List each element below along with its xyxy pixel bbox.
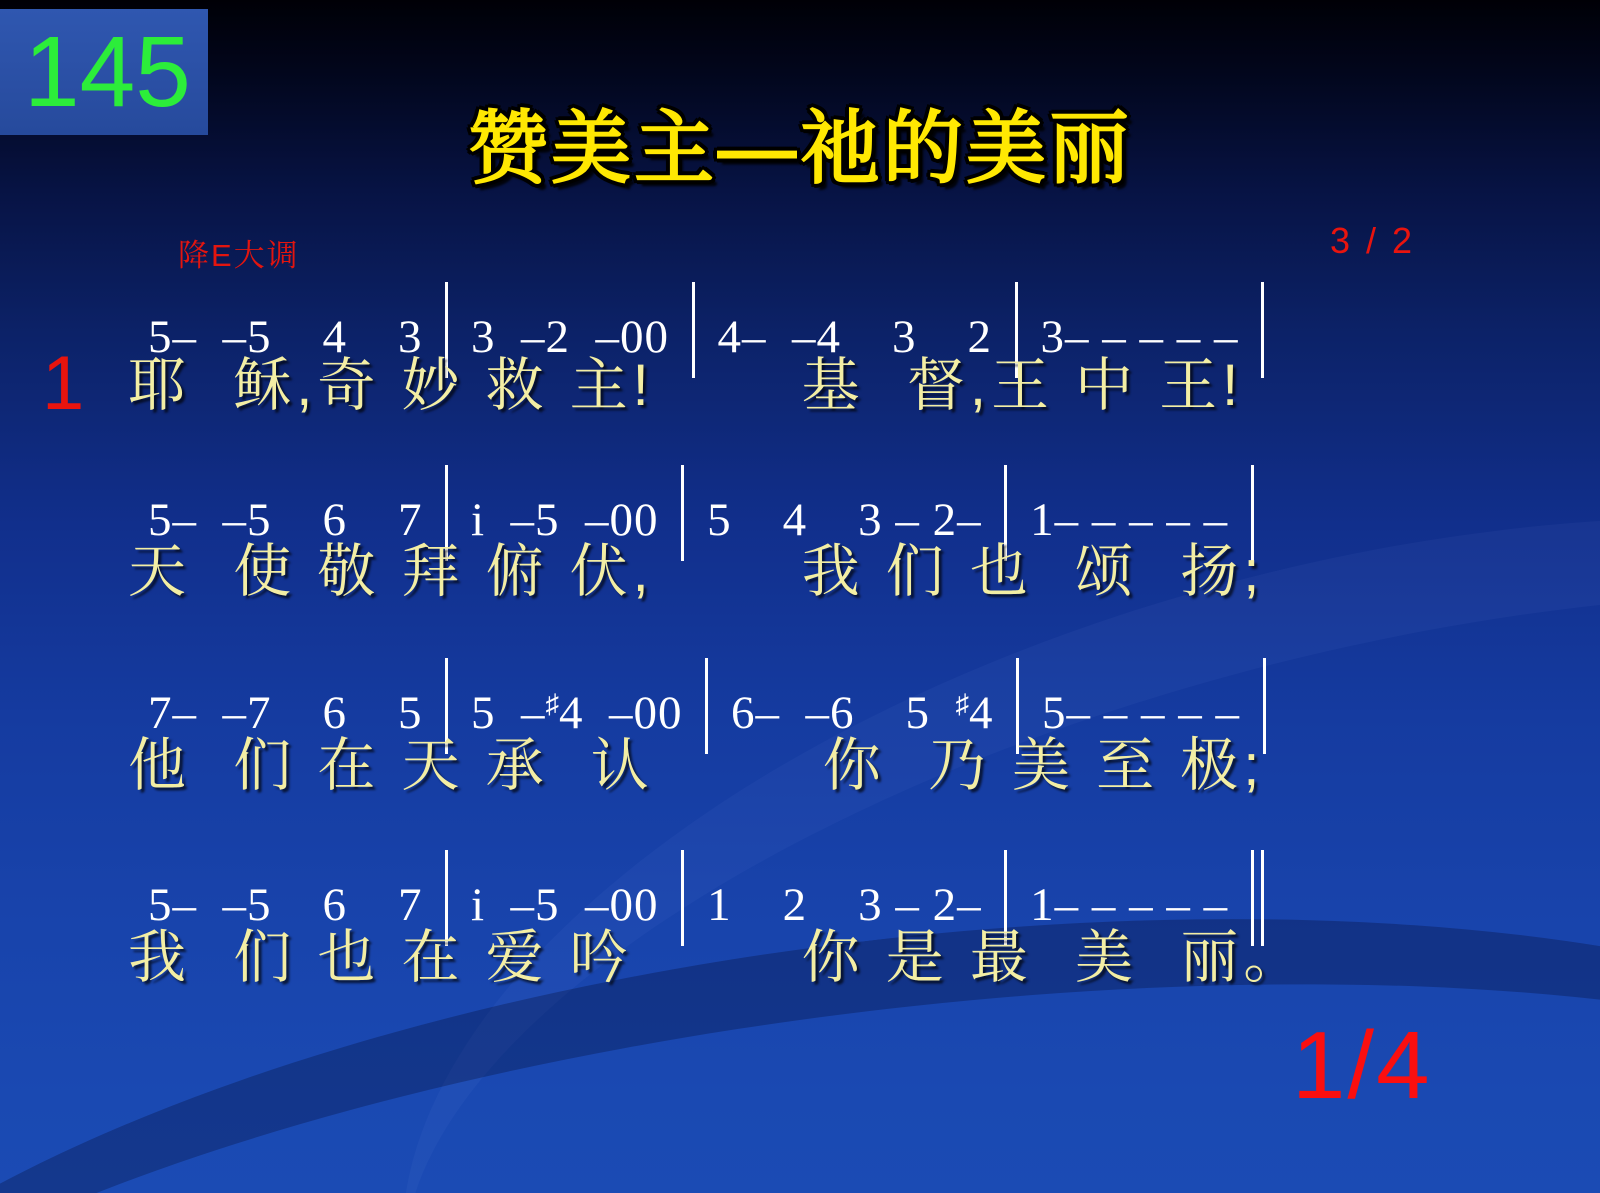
lyrics-line-4: 我 们 也 在 爱 吟 你 是 最 美 丽。: [128, 925, 1307, 990]
lyrics-line-3: 他 们 在 天 承 认 你 乃 美 至 极;: [128, 733, 1265, 798]
hymn-number: 145: [24, 16, 191, 128]
notation-line-3: 7– –7 6 5 5 –♯4 –00 6– –6 5 ♯4 5– – – – –: [148, 658, 1276, 754]
notation-line-4: 5– –5 6 7 i –5 –00 1 2 3 – 2– 1– – – – –: [148, 850, 1274, 946]
notation-line-1: 5– –5 4 3 3 –2 –00 4– –4 3 2 3– – – – –: [148, 282, 1274, 378]
page-indicator: 1/4: [1292, 1012, 1432, 1119]
lyrics-line-2: 天 使 敬 拜 俯 伏, 我 们 也 颂 扬;: [128, 539, 1265, 604]
time-signature: 3 / 2: [1330, 220, 1416, 261]
key-signature: 降E大调: [178, 238, 300, 273]
lyrics-line-1: 耶 稣,奇 妙 救 主! 基 督,王 中 王!: [128, 353, 1244, 418]
verse-number: 1: [42, 341, 85, 426]
notation-line-2: 5– –5 6 7 i –5 –00 5 4 3 – 2– 1– – – – –: [148, 465, 1264, 561]
page-title: 赞美主—祂的美丽: [468, 104, 1132, 193]
